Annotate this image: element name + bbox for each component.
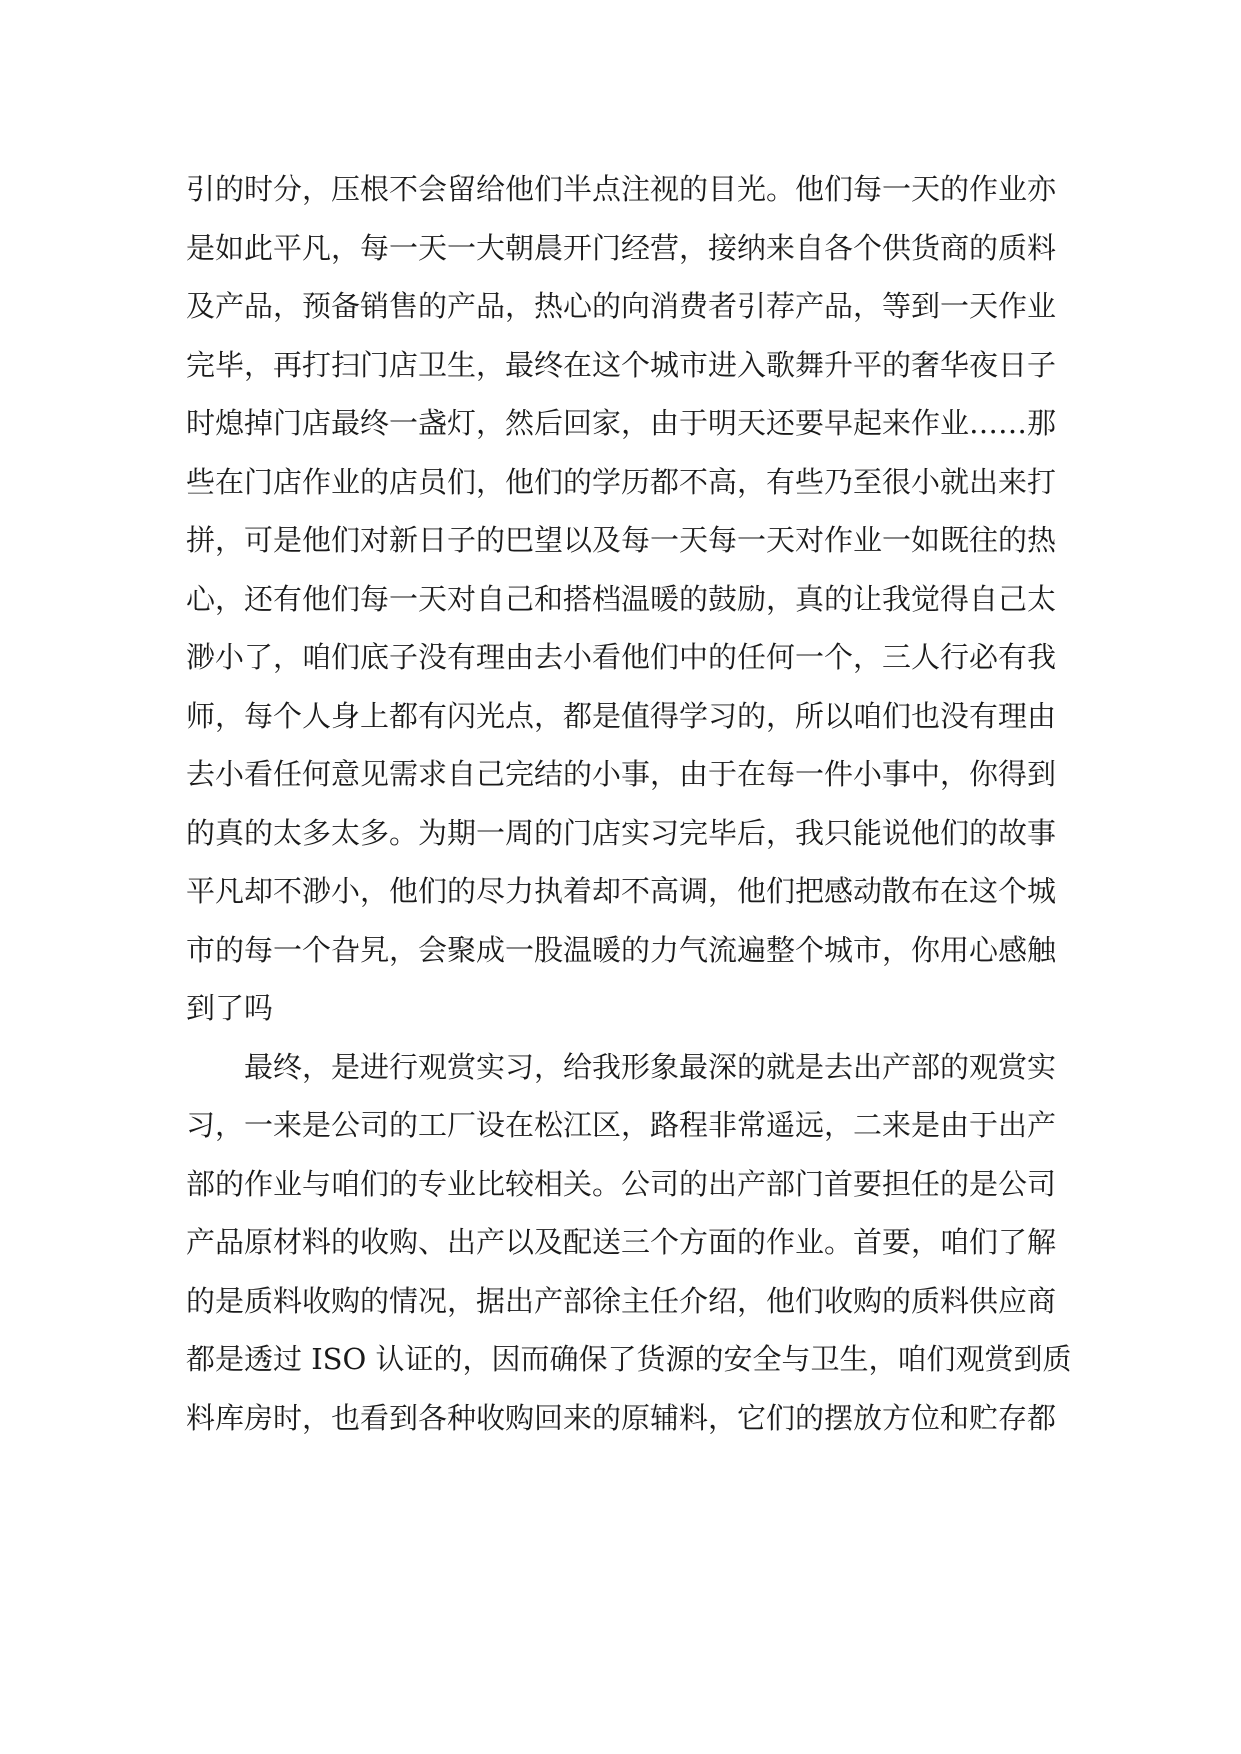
text-line: 完毕，再打扫门店卫生，最终在这个城市进入歌舞升平的奢华夜日子 bbox=[186, 347, 1057, 382]
text-line: 的真的太多太多。为期一周的门店实习完毕后，我只能说他们的故事 bbox=[186, 815, 1057, 850]
text-line: 些在门店作业的店员们，他们的学历都不高，有些乃至很小就出来打 bbox=[186, 464, 1057, 499]
text-line: 产品原材料的收购、出产以及配送三个方面的作业。首要，咱们了解 bbox=[186, 1225, 1057, 1259]
text-line: 习，一来是公司的工厂设在松江区，路程非常遥远，二来是由于出产 bbox=[186, 1108, 1057, 1142]
text-line: 时熄掉门店最终一盏灯，然后回家，由于明天还要早起来作业……那 bbox=[186, 406, 1057, 440]
text-line: 及产品，预备销售的产品，热心的向消费者引荐产品，等到一天作业 bbox=[186, 289, 1057, 323]
text-line: 平凡却不渺小，他们的尽力执着却不高调，他们把感动散布在这个城 bbox=[186, 874, 1057, 908]
text-line: 料库房时，也看到各种收购回来的原辅料，它们的摆放方位和贮存都 bbox=[186, 1400, 1057, 1435]
text-line: 心，还有他们每一天对自己和搭档温暖的鼓励，真的让我觉得自己太 bbox=[186, 581, 1057, 616]
text-line: 拼，可是他们对新日子的巴望以及每一天每一天对作业一如既往的热 bbox=[186, 523, 1057, 557]
document-body bbox=[186, 160, 1072, 1447]
paragraph-end-line: 到了吗 bbox=[186, 991, 274, 1025]
text-line: 部的作业与咱们的专业比较相关。公司的出产部门首要担任的是公司 bbox=[186, 1166, 1057, 1201]
text-line: 师，每个人身上都有闪光点，都是值得学习的，所以咱们也没有理由 bbox=[186, 698, 1057, 733]
text-line: 渺小了，咱们底子没有理由去小看他们中的任何一个，三人行必有我 bbox=[186, 640, 1057, 674]
text-line: 市的每一个旮旯，会聚成一股温暖的力气流遍整个城市，你用心感触 bbox=[186, 932, 1057, 967]
text-line: 引的时分，压根不会留给他们半点注视的目光。他们每一天的作业亦 bbox=[186, 172, 1057, 206]
text-line: 去小看任何意见需求自己完结的小事，由于在每一件小事中，你得到 bbox=[186, 757, 1057, 791]
text-line: 的是质料收购的情况，据出产部徐主任介绍，他们收购的质料供应商 bbox=[186, 1283, 1057, 1318]
text-line: 是如此平凡，每一天一大朝晨开门经营，接纳来自各个供货商的质料 bbox=[186, 230, 1057, 265]
paragraph-start-line: 最终，是进行观赏实习，给我形象最深的就是去出产部的观赏实 bbox=[244, 1049, 1057, 1084]
text-line: 都是透过 ISO 认证的，因而确保了货源的安全与卫生，咱们观赏到质 bbox=[186, 1342, 1072, 1376]
